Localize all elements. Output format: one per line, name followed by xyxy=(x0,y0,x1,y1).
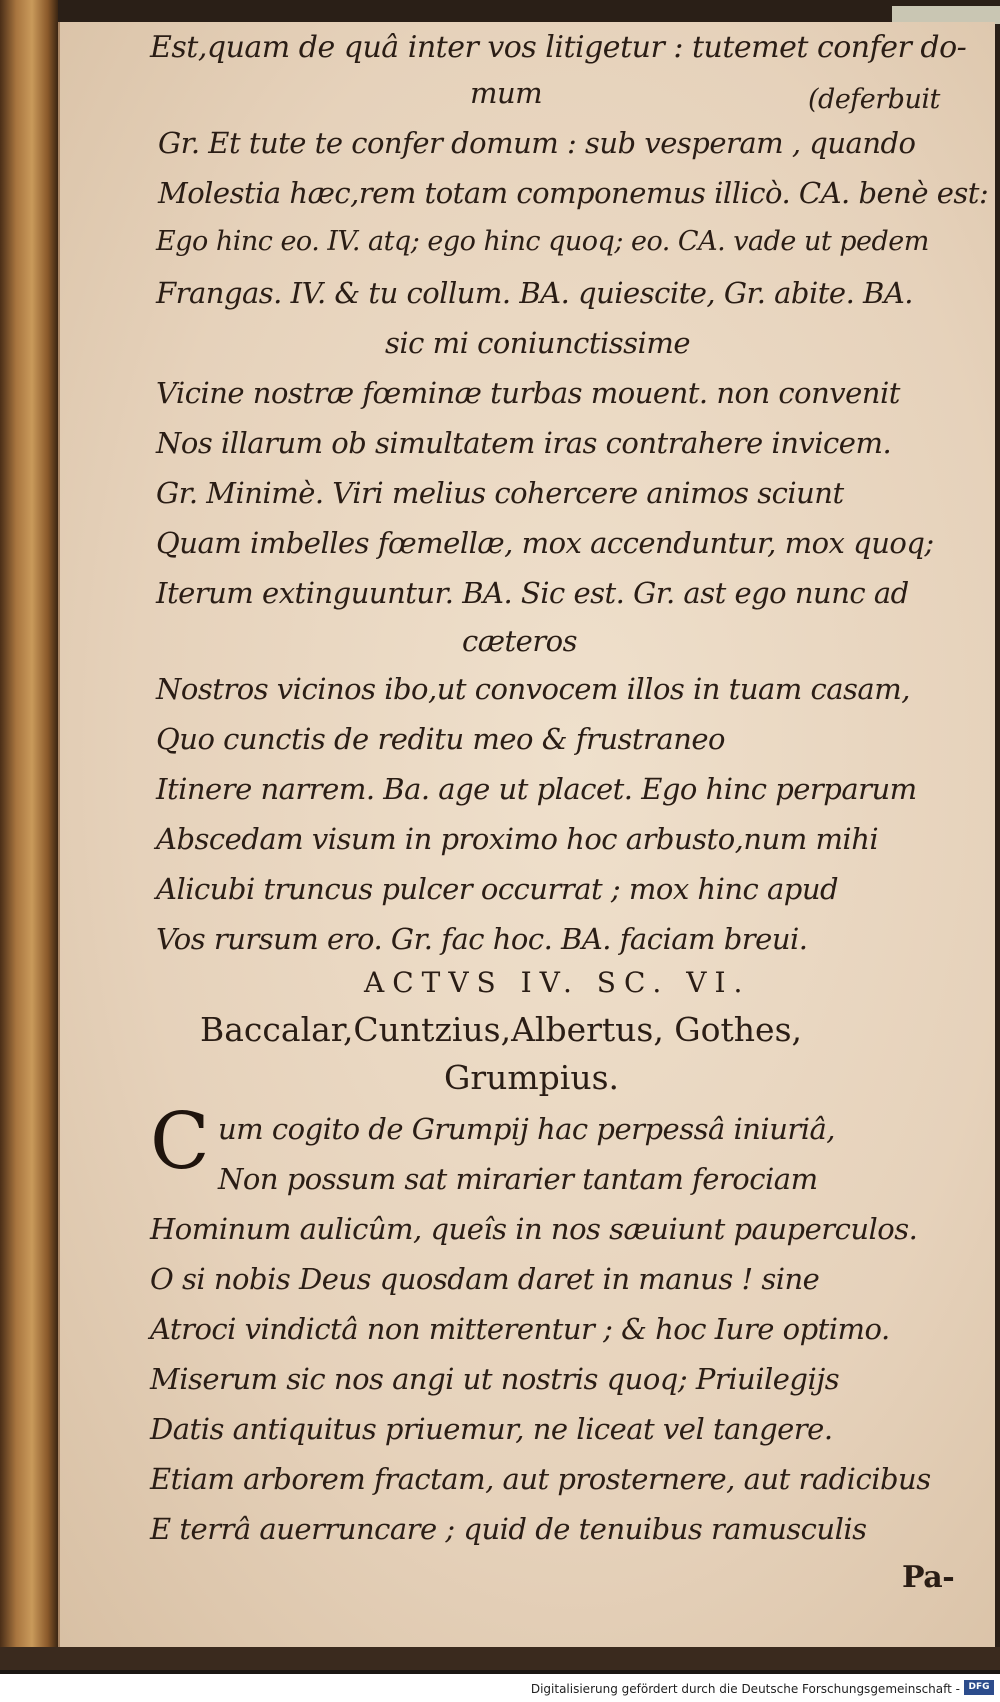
text-line: Nostros vicinos ibo,ut convocem illos in tuam casam, xyxy=(156,672,910,706)
text-line: Molestia hæc,rem totam componemus illicò. CA. benè est: xyxy=(158,176,989,210)
text-line: E terrâ auerruncare ; quid de tenuibus ramusculis xyxy=(150,1512,867,1546)
text-line: um cogito de Grumpij hac perpessâ iniuriâ, xyxy=(218,1112,836,1146)
dfg-logo-icon: DFG xyxy=(964,1680,994,1695)
text-line: Abscedam visum in proximo hoc arbusto,num mihi xyxy=(156,822,879,856)
character-list-line: Grumpius. xyxy=(444,1058,620,1097)
text-line: Atroci vindictâ non mitterentur ; & hoc Iure optimo. xyxy=(150,1312,890,1346)
text-line: Datis antiquitus priuemur, ne liceat vel tangere. xyxy=(150,1412,833,1446)
text-line: Nos illarum ob simultatem iras contrahere invicem. xyxy=(156,426,892,460)
text-line: Quam imbelles fœmellæ, mox accenduntur, mox quoq; xyxy=(156,526,934,560)
text-line: Itinere narrem. Ba. age ut placet. Ego hinc perparum xyxy=(156,772,917,806)
text-line: Non possum sat mirarier tantam ferociam xyxy=(218,1162,818,1196)
text-line: Vicine nostræ fœminæ turbas mouent. non convenit xyxy=(156,376,900,410)
footer-credit: Digitalisierung gefördert durch die Deutsche Forschungsgemeinschaft - xyxy=(530,1682,960,1696)
catchword: Pa- xyxy=(902,1560,955,1595)
text-line: Ego hinc eo. IV. atq; ego hinc quoq; eo. CA. vade ut pedem xyxy=(156,226,929,257)
scene-heading: ACTVS IV. SC. VI. xyxy=(364,966,751,999)
text-line: Miserum sic nos angi ut nostris quoq; Priuilegijs xyxy=(150,1362,840,1396)
text-line: Gr. Et tute te confer domum : sub vesperam , quando xyxy=(158,126,916,160)
text-line: Frangas. IV. & tu collum. BA. quiescite, Gr. abite. BA. xyxy=(156,276,913,310)
text-line: O si nobis Deus quosdam daret in manus ! sine xyxy=(150,1262,820,1296)
text-line: Etiam arborem fractam, aut prosternere, aut radicibus xyxy=(150,1462,931,1496)
text-line: cæteros xyxy=(462,624,578,658)
book-spine-edge xyxy=(0,0,58,1670)
page-bottom-shadow xyxy=(0,1647,1000,1670)
text-line: (deferbuit xyxy=(808,84,940,115)
text-line: Iterum extinguuntur. BA. Sic est. Gr. ast ego nunc ad xyxy=(156,576,909,610)
text-line: Vos rursum ero. Gr. fac hoc. BA. faciam breui. xyxy=(156,922,808,956)
text-line: Gr. Minimè. Viri melius cohercere animos sciunt xyxy=(156,476,844,510)
text-line: Est,quam de quâ inter vos litigetur : tutemet confer do- xyxy=(150,30,967,65)
text-line: Alicubi truncus pulcer occurrat ; mox hinc apud xyxy=(156,872,839,906)
text-line: sic mi coniunctissime xyxy=(385,326,690,360)
drop-initial: C xyxy=(150,1097,210,1187)
text-line: Quo cunctis de reditu meo & frustraneo xyxy=(156,722,725,756)
text-line: Hominum aulicûm, queîs in nos sæuiunt pauperculos. xyxy=(150,1212,918,1246)
text-line: mum xyxy=(470,76,543,110)
character-list-line: Baccalar,Cuntzius,Albertus, Gothes, xyxy=(200,1010,803,1049)
